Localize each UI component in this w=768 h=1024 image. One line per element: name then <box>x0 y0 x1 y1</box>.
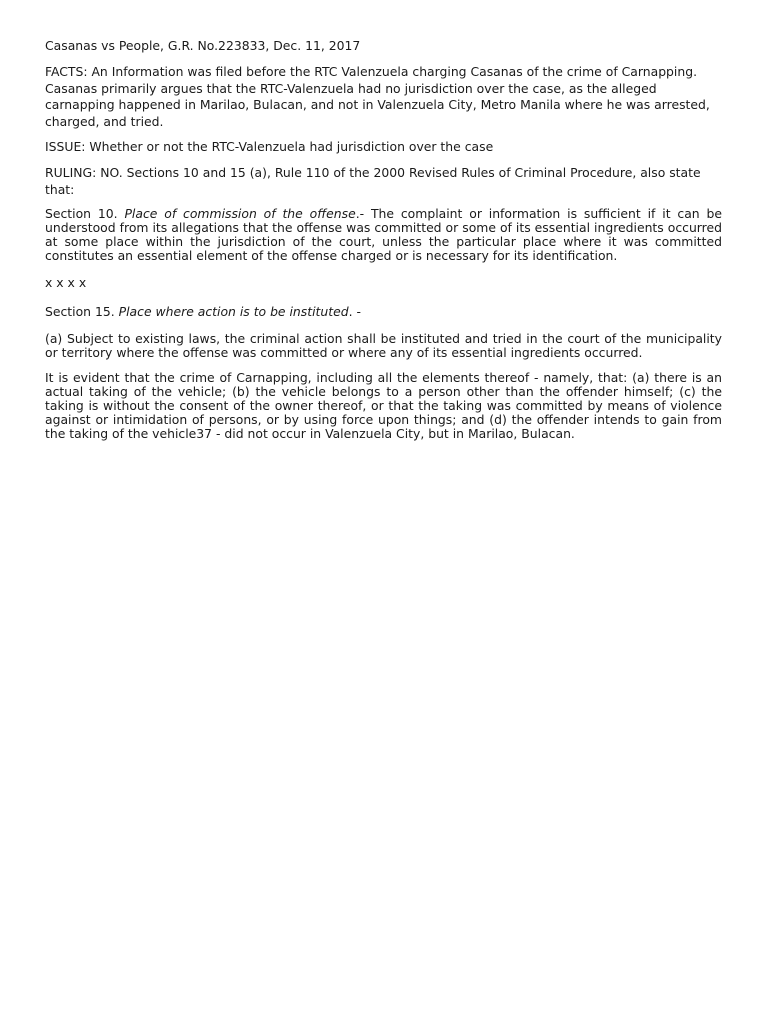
section-15-prefix: Section 15. <box>45 303 119 319</box>
ruling-paragraph: RULING: NO. Sections 10 and 15 (a), Rule 110 of the 2000 Revised Rules of Criminal Procedure, also state that: <box>45 165 701 197</box>
section-10-heading: Place of commission of the offense <box>124 206 356 222</box>
section-10-body: .- The complaint or information is sufficient if it can be understood from its allegations that the offense was committed or some of its essential ingredients occurred at some place within the jurisdiction of the court, unless the particular place where it was committed constitutes an essential element of the offense charged or is necessary for its identification. <box>45 206 722 264</box>
section-15-paragraph <box>45 304 722 320</box>
document-page <box>45 38 722 441</box>
section-10-prefix: Section 10. <box>45 206 125 222</box>
section-15-heading: Place where action is to be instituted <box>118 303 349 319</box>
section-10-paragraph <box>45 207 722 263</box>
omission-marker: x x x x <box>45 275 87 291</box>
subsection-a-paragraph: (a) Subject to existing laws, the criminal action shall be instituted and tried in the court of the municipality or territory where the offense was committed or where any of its essential ingredients occurred. <box>45 331 722 361</box>
facts-paragraph: FACTS: An Information was filed before the RTC Valenzuela charging Casanas of the crime of Carnapping. Casanas primarily argues that the RTC-Valenzuela had no jurisdiction over the case, as the alleged carnapping happened in Marilao, Bulacan, and not in Valenzuela City, Metro Manila where he was arrested, charged, and tried. <box>45 64 710 129</box>
issue-paragraph: ISSUE: Whether or not the RTC-Valenzuela had jurisdiction over the case <box>45 139 494 155</box>
conclusion-paragraph: It is evident that the crime of Carnapping, including all the elements thereof - namely, that: (a) there is an actual taking of the vehicle; (b) the vehicle belongs to a person other than the offender himself; (c) the taking is without the consent of the owner thereof, or that the taking was committed by means of violence against or intimidation of persons, or by using force upon things; and (d) the offender intends to gain from the taking of the vehicle37 - did not occur in Valenzuela City, but in Marilao, Bulacan. <box>45 370 722 442</box>
case-title: Casanas vs People, G.R. No.223833, Dec. 11, 2017 <box>45 38 361 53</box>
section-15-suffix: . - <box>348 303 361 319</box>
